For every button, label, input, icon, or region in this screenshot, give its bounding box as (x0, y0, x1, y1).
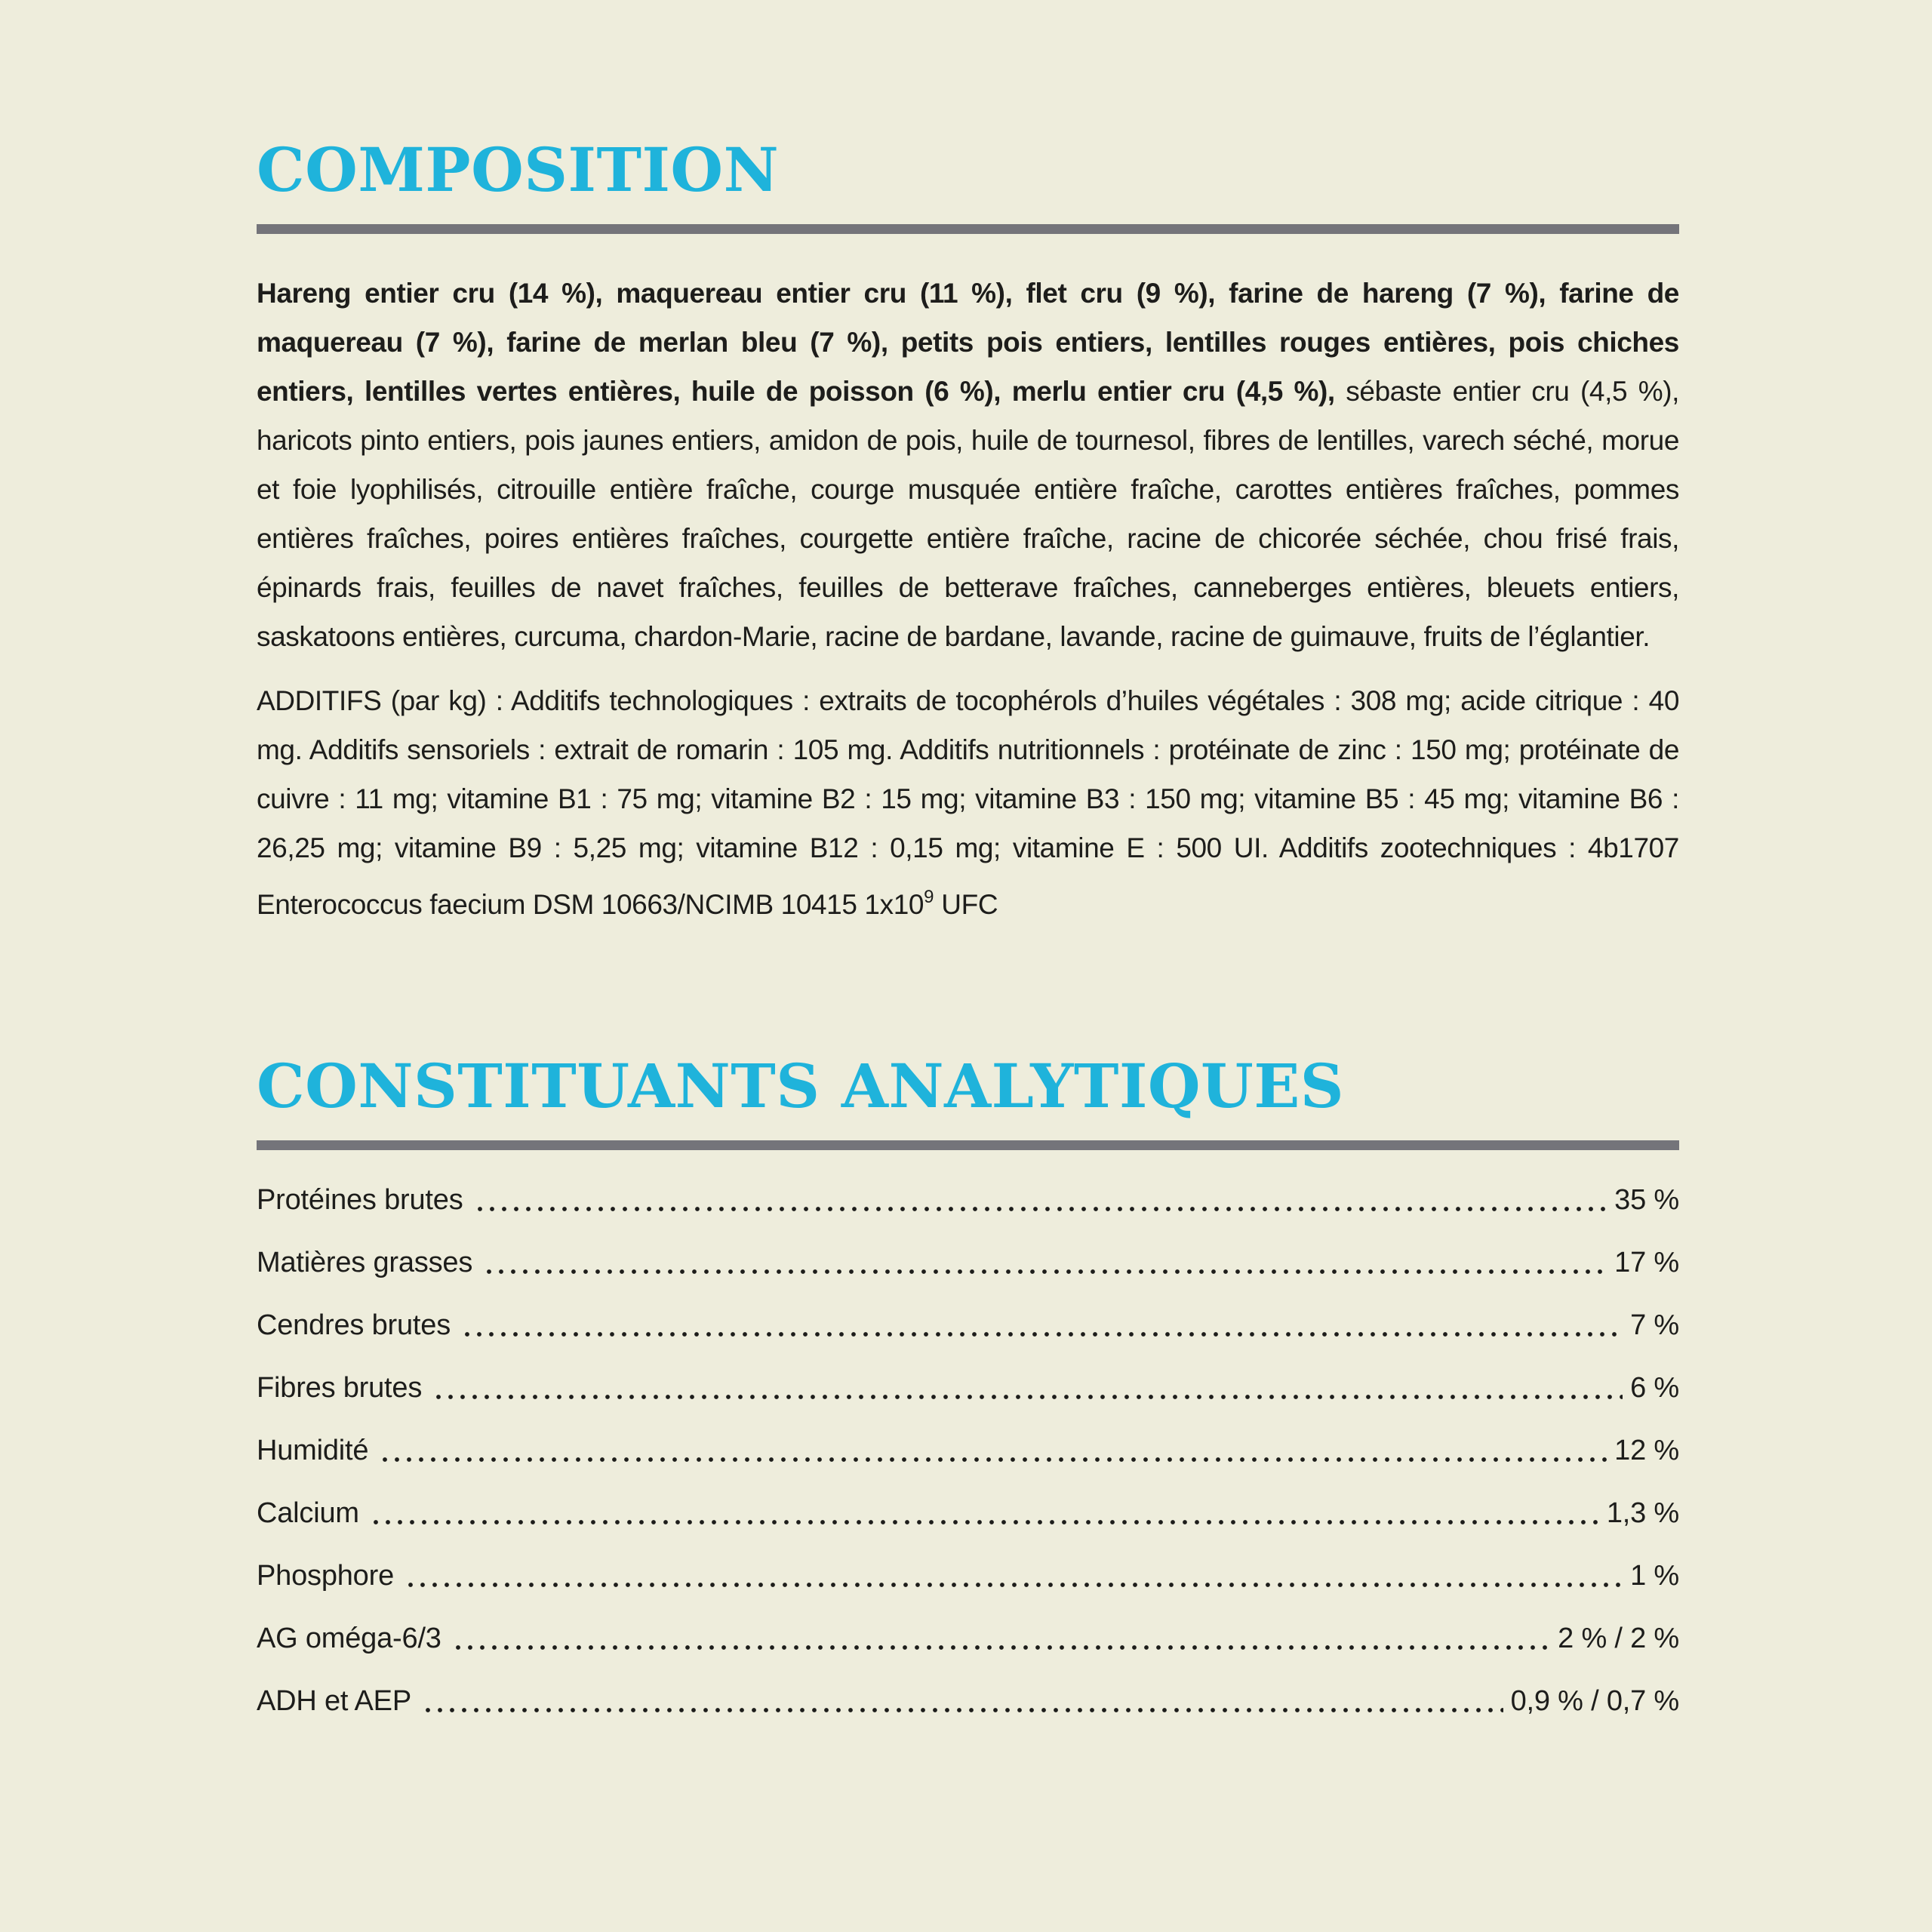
dot-leader (432, 1380, 1623, 1403)
additives-text: ADDITIFS (par kg) : Additifs technologiques : extraits de tocophérols d’huiles végétales : 308 mg; acide citrique : 40 mg. Additifs sensoriels : extrait de romarin : 105 mg. Additifs nutritionnels : protéinate de zinc : 150 mg; protéinate de cuivre : 11 mg; vitamine B1 : 75 mg; vitamine B2 : 15 mg; vitamine B3 : 150 mg; vitamine B5 : 45 mg; vitamine B6 : 26,25 mg; vitamine B9 : 5,25 mg; vitamine B12 : 0,15 mg; vitamine E : 500 UI. Additifs zootechniques : 4b1707 Enterococcus faecium DSM 10663/NCIMB 10415 1x10 (257, 685, 1679, 920)
dot-leader (474, 1192, 1607, 1215)
row-value: 2 % / 2 % (1558, 1623, 1679, 1654)
composition-divider (257, 224, 1679, 234)
table-row (257, 1435, 1679, 1466)
table-row (257, 1247, 1679, 1278)
row-label: Fibres brutes (257, 1372, 423, 1404)
row-label: Cendres brutes (257, 1309, 451, 1341)
dot-leader (370, 1506, 1599, 1528)
row-label: Phosphore (257, 1560, 395, 1592)
table-row (257, 1498, 1679, 1528)
row-value: 12 % (1614, 1435, 1679, 1466)
table-row (257, 1561, 1679, 1591)
ingredients-paragraph (257, 269, 1679, 661)
analytical-table (257, 1185, 1679, 1716)
dot-leader (379, 1443, 1607, 1466)
composition-title: COMPOSITION (257, 134, 780, 205)
table-row (257, 1373, 1679, 1403)
row-value: 1 % (1630, 1560, 1679, 1592)
row-value: 35 % (1614, 1184, 1679, 1216)
row-label: ADH et AEP (257, 1685, 411, 1717)
composition-section (257, 134, 1679, 929)
table-row (257, 1185, 1679, 1215)
row-value: 17 % (1614, 1247, 1679, 1278)
table-row (257, 1686, 1679, 1716)
dot-leader (452, 1631, 1550, 1654)
dot-leader (422, 1694, 1503, 1716)
ingredients-regular-text: sébaste entier cru (4,5 %), haricots pinto entiers, pois jaunes entiers, amidon de pois, huile de tournesol, fibres de lentilles, varech séché, morue et foie lyophilisés, citrouille entière fraîche, courge musquée entière fraîche, carottes entières fraîches, pommes entières fraîches, poires entières fraîches, courgette entière fraîche, racine de chicorée séchée, chou frisé frais, épinards frais, feuilles de navet fraîches, feuilles de betterave fraîches, canneberges entières, bleuets entiers, saskatoons entières, curcuma, chardon-Marie, racine de bardane, lavande, racine de guimauve, fruits de l’églantier. (257, 376, 1679, 652)
row-label: AG oméga-6/3 (257, 1623, 441, 1654)
analytical-title: CONSTITUANTS ANALYTIQUES (257, 1051, 1345, 1121)
analytical-divider (257, 1140, 1679, 1150)
table-row (257, 1623, 1679, 1654)
row-value: 7 % (1630, 1309, 1679, 1341)
row-label: Calcium (257, 1497, 359, 1529)
additives-text-end: UFC (934, 889, 998, 920)
row-label: Humidité (257, 1435, 369, 1466)
additives-superscript: 9 (924, 887, 934, 907)
dot-leader (483, 1255, 1607, 1278)
dot-leader (461, 1318, 1623, 1340)
table-row (257, 1310, 1679, 1340)
dot-leader (405, 1568, 1623, 1591)
row-label: Matières grasses (257, 1247, 473, 1278)
row-value: 0,9 % / 0,7 % (1510, 1685, 1679, 1717)
analytical-section (257, 1051, 1679, 1717)
additives-paragraph (257, 676, 1679, 929)
row-value: 1,3 % (1606, 1497, 1679, 1529)
ingredients-bold-text: Hareng entier cru (14 %), maquereau entier cru (11 %), flet cru (9 %), farine de hareng (7 %), farine de maquereau (7 %), farine de merlan bleu (7 %), petits pois entiers, lentilles rouges entières, pois chiches entiers, lentilles vertes entières, huile de poisson (6 %), merlu entier cru (4,5 %), (257, 278, 1679, 407)
row-label: Protéines brutes (257, 1184, 463, 1216)
row-value: 6 % (1630, 1372, 1679, 1404)
